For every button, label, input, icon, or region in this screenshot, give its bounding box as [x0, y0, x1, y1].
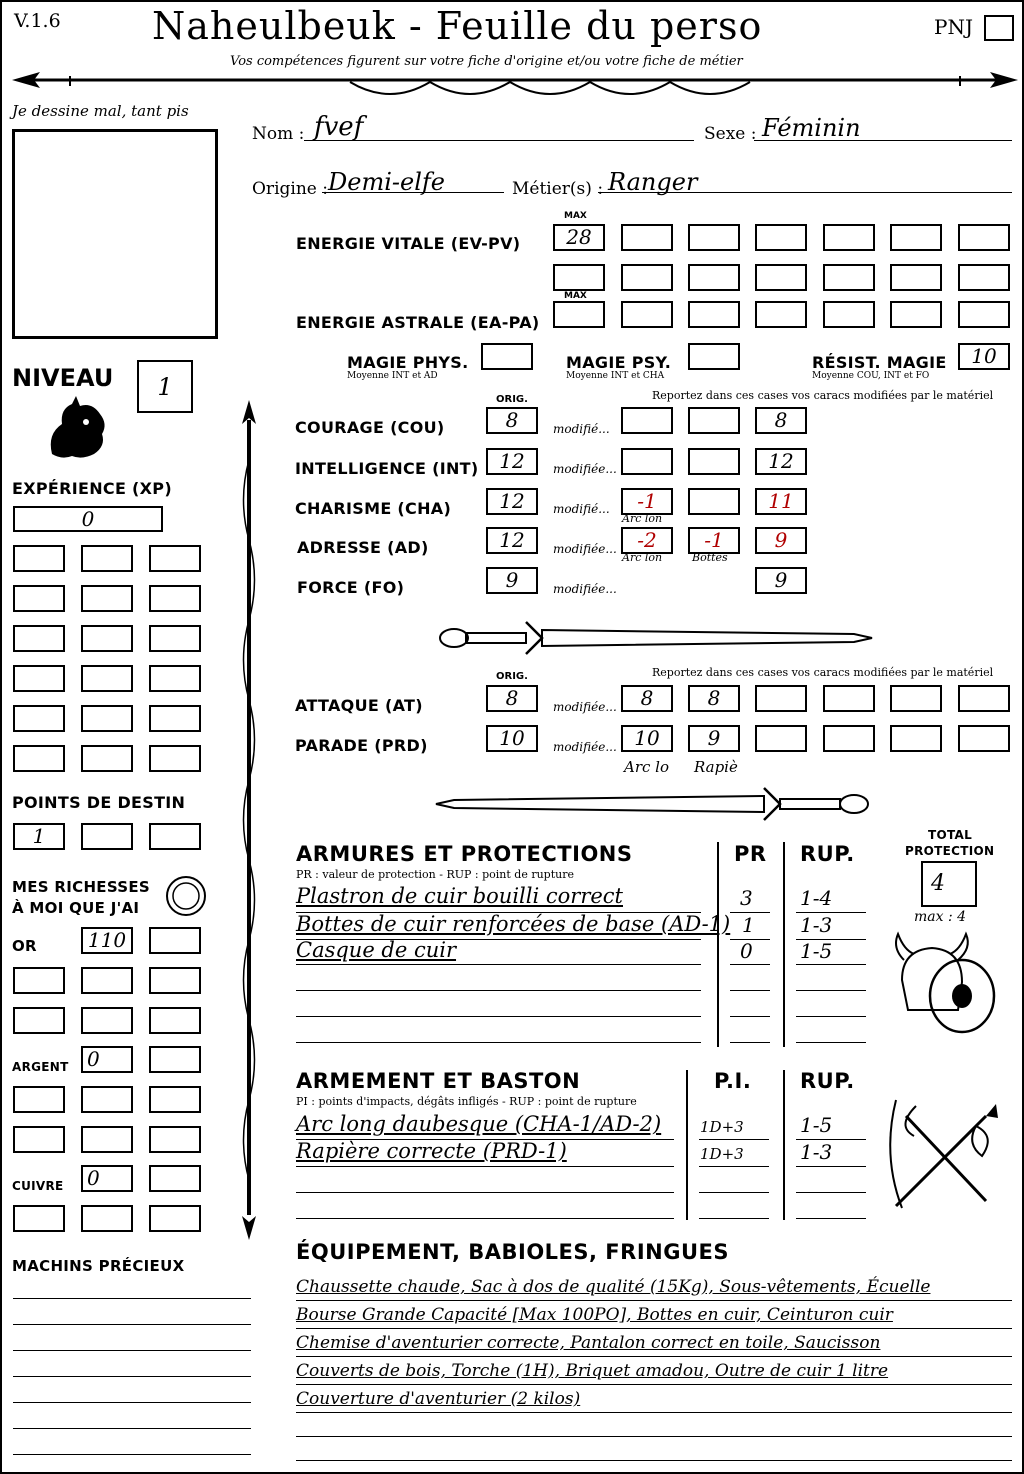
stat-final-int[interactable]: 12	[755, 448, 807, 475]
xp-cell[interactable]	[81, 665, 133, 692]
name-label: Nom :	[252, 124, 305, 144]
armor-col-divider	[783, 842, 785, 1047]
or-cell[interactable]	[13, 967, 65, 994]
prd-cell[interactable]	[823, 725, 875, 752]
precious-line[interactable]	[13, 1402, 251, 1403]
armor-col-divider	[717, 842, 719, 1047]
wealth-label-1: MES RICHESSES	[12, 878, 151, 896]
combat-note: Rapiè	[694, 758, 738, 776]
portrait-caption: Je dessine mal, tant pis	[12, 102, 189, 120]
ev-max-label: MAX	[564, 211, 587, 221]
or-cell[interactable]	[149, 927, 201, 954]
stat-note-cha: Arc lon	[622, 512, 663, 525]
argent-cell[interactable]	[13, 1086, 65, 1113]
version-label: V.1.6	[14, 10, 61, 32]
weapon-line[interactable]	[796, 1218, 866, 1219]
dragon-icon	[42, 394, 110, 464]
equipment-rule	[296, 1328, 1012, 1329]
ev-cell[interactable]	[621, 264, 673, 291]
stat-final-cha[interactable]: 11	[755, 488, 807, 515]
armor-name[interactable]: Plastron de cuir bouilli correct	[296, 884, 623, 908]
stat-label-ad: ADRESSE (AD)	[297, 538, 429, 557]
cuivre-value[interactable]: 0	[81, 1165, 133, 1192]
armor-line[interactable]	[796, 1016, 866, 1017]
sword-icon	[434, 782, 874, 824]
stat-mod-cha[interactable]: -1	[621, 488, 673, 515]
stat-label-int: INTELLIGENCE (INT)	[295, 459, 479, 478]
stat-mod-ad[interactable]: -1	[688, 527, 740, 554]
armor-name[interactable]: Casque de cuir	[296, 938, 457, 962]
at-orig[interactable]: 8	[486, 685, 538, 712]
armor-rup[interactable]: 1-4	[800, 886, 833, 910]
xp-cell[interactable]	[81, 745, 133, 772]
stat-mod-ad[interactable]: -2	[621, 527, 673, 554]
crossed-weapons-icon	[886, 1096, 1006, 1216]
xp-cell[interactable]	[149, 625, 201, 652]
prd-mod-label: modifiée...	[553, 740, 617, 754]
armor-line	[730, 964, 770, 965]
xp-label: EXPÉRIENCE (XP)	[12, 479, 172, 498]
weapons-col-divider	[686, 1070, 688, 1220]
ea-max-cell[interactable]	[553, 301, 605, 328]
xp-cell[interactable]	[13, 625, 65, 652]
stat-orig-cha[interactable]: 12	[486, 488, 538, 515]
xp-value[interactable]: 0	[13, 506, 163, 532]
at-cell[interactable]	[755, 685, 807, 712]
weapon-pi[interactable]: 1D+3	[700, 1118, 744, 1136]
stat-mod-cou[interactable]	[621, 407, 673, 434]
stat-mod-label: modifié...	[553, 502, 610, 516]
stats-orig-label: ORIG.	[496, 394, 528, 405]
precious-line[interactable]	[13, 1376, 251, 1377]
ev-cell[interactable]	[553, 264, 605, 291]
helmet-shield-icon	[892, 930, 1002, 1035]
armor-line	[296, 964, 701, 965]
armor-line[interactable]	[730, 1042, 770, 1043]
weapon-name[interactable]: Arc long daubesque (CHA-1/AD-2)	[296, 1112, 662, 1136]
combat-report-note: Reportez dans ces cases vos caracs modifiées par le matériel	[652, 666, 994, 679]
equipment-line[interactable]: Chemise d'aventurier correcte, Pantalon correct en toile, Saucisson	[296, 1333, 881, 1353]
magic-psy-cell[interactable]	[688, 343, 740, 370]
stat-mod-int[interactable]	[621, 448, 673, 475]
armor-pr[interactable]: 3	[740, 886, 753, 910]
stat-mod-label: modifiée...	[553, 582, 617, 596]
level-value[interactable]: 1	[137, 360, 193, 413]
magic-phys-label: MAGIE PHYS.	[347, 353, 469, 372]
armor-line[interactable]	[296, 1042, 701, 1043]
at-cell[interactable]	[823, 685, 875, 712]
or-value[interactable]: 110	[81, 927, 133, 954]
portrait-box[interactable]	[12, 129, 218, 339]
stat-orig-int[interactable]: 12	[486, 448, 538, 475]
precious-label: MACHINS PRÉCIEUX	[12, 1257, 185, 1275]
xp-cell[interactable]	[149, 545, 201, 572]
or-label: OR	[12, 937, 37, 955]
prd-label: PARADE (PRD)	[295, 736, 428, 755]
ev-cell[interactable]	[688, 224, 740, 251]
xp-cell[interactable]	[13, 705, 65, 732]
or-cell[interactable]	[149, 1007, 201, 1034]
weapon-line	[699, 1166, 769, 1167]
weapon-line[interactable]	[699, 1192, 769, 1193]
ev-max-cell[interactable]: 28	[553, 224, 605, 251]
xp-cell[interactable]	[81, 545, 133, 572]
total-protection-value[interactable]: 4	[921, 861, 977, 907]
stat-label-cou: COURAGE (COU)	[295, 418, 445, 437]
destiny-value[interactable]: 1	[13, 823, 65, 850]
argent-cell[interactable]	[149, 1086, 201, 1113]
stat-mod-label: modifiée...	[553, 542, 617, 556]
at-mod-label: modifiée...	[553, 700, 617, 714]
combat-note: Arc lo	[624, 758, 669, 776]
armor-pr-header: PR	[734, 842, 767, 866]
ev-cell[interactable]	[890, 264, 942, 291]
job-value[interactable]: Ranger	[608, 168, 698, 196]
weapon-line[interactable]	[296, 1218, 674, 1219]
or-cell[interactable]	[81, 1007, 133, 1034]
armor-rup-header: RUP.	[800, 842, 855, 866]
ev-cell[interactable]	[688, 264, 740, 291]
equipment-rule	[296, 1356, 1012, 1357]
prd-cell[interactable]	[755, 725, 807, 752]
precious-line[interactable]	[13, 1428, 251, 1429]
xp-cell[interactable]	[81, 705, 133, 732]
stat-label-cha: CHARISME (CHA)	[295, 499, 452, 518]
cuivre-label: CUIVRE	[12, 1179, 64, 1193]
page-subtitle: Vos compétences figurent sur votre fiche d'origine et/ou votre fiche de métier	[230, 54, 743, 69]
weapon-rup[interactable]: 1-5	[800, 1113, 833, 1137]
precious-line[interactable]	[13, 1350, 251, 1351]
stat-mod-cou[interactable]	[688, 407, 740, 434]
stat-mod-int[interactable]	[688, 448, 740, 475]
ev-cell[interactable]	[890, 224, 942, 251]
armor-line[interactable]	[296, 990, 701, 991]
xp-cell[interactable]	[13, 745, 65, 772]
ev-label: ENERGIE VITALE (EV-PV)	[296, 234, 521, 253]
stat-final-fo[interactable]: 9	[755, 567, 807, 594]
or-cell[interactable]	[81, 967, 133, 994]
equipment-rule[interactable]	[296, 1460, 1012, 1461]
at-mod-cell[interactable]: 8	[688, 685, 740, 712]
destiny-cell[interactable]	[149, 823, 201, 850]
or-cell[interactable]	[149, 967, 201, 994]
equipment-rule	[296, 1412, 1012, 1413]
armor-pr[interactable]: 1	[742, 913, 755, 937]
armor-title: ARMURES ET PROTECTIONS	[296, 842, 633, 866]
prd-cell[interactable]	[958, 725, 1010, 752]
xp-cell[interactable]	[13, 585, 65, 612]
weapons-title: ARMEMENT ET BASTON	[296, 1069, 581, 1093]
ea-cell[interactable]	[688, 301, 740, 328]
wealth-label-2: À MOI QUE J'AI	[12, 899, 140, 917]
precious-line[interactable]	[13, 1454, 251, 1455]
argent-cell[interactable]	[81, 1126, 133, 1153]
stat-mod-label: modifiée...	[553, 462, 617, 476]
precious-line[interactable]	[13, 1298, 251, 1299]
total-protection-label-1: TOTAL	[928, 828, 973, 842]
cuivre-cell[interactable]	[13, 1205, 65, 1232]
stats-report-note: Reportez dans ces cases vos caracs modifiées par le matériel	[652, 389, 994, 402]
ea-cell[interactable]	[755, 301, 807, 328]
at-cell[interactable]	[958, 685, 1010, 712]
prd-cell[interactable]	[890, 725, 942, 752]
weapons-col-divider	[783, 1070, 785, 1220]
prd-mod-cell[interactable]: 9	[688, 725, 740, 752]
ea-cell[interactable]	[621, 301, 673, 328]
stat-orig-cou[interactable]: 8	[486, 407, 538, 434]
weapon-name[interactable]: Rapière correcte (PRD-1)	[296, 1139, 567, 1163]
pnj-checkbox[interactable]	[984, 15, 1014, 41]
prd-mod-cell[interactable]: 10	[621, 725, 673, 752]
equipment-rule[interactable]	[296, 1436, 1012, 1437]
weapon-pi[interactable]: 1D+3	[700, 1145, 744, 1163]
armor-max-note: max : 4	[914, 909, 967, 925]
pnj-label: PNJ	[934, 15, 973, 39]
weapons-rup-header: RUP.	[800, 1069, 855, 1093]
resist-magic-note: Moyenne COU, INT et FO	[812, 371, 930, 381]
cuivre-cell[interactable]	[149, 1205, 201, 1232]
weapon-line	[296, 1166, 674, 1167]
stat-final-ad[interactable]: 9	[755, 527, 807, 554]
or-cell[interactable]	[13, 1007, 65, 1034]
equipment-title: ÉQUIPEMENT, BABIOLES, FRINGUES	[296, 1240, 729, 1264]
cuivre-cell[interactable]	[149, 1165, 201, 1192]
argent-cell[interactable]	[81, 1086, 133, 1113]
prd-orig[interactable]: 10	[486, 725, 538, 752]
stat-mod-label: modifié...	[553, 422, 610, 436]
armor-line[interactable]	[796, 1042, 866, 1043]
weapon-line[interactable]	[699, 1218, 769, 1219]
weapon-line	[699, 1139, 769, 1140]
weapon-line[interactable]	[296, 1192, 674, 1193]
xp-cell[interactable]	[149, 665, 201, 692]
sword-icon	[434, 616, 874, 658]
cuivre-cell[interactable]	[81, 1205, 133, 1232]
ev-cell[interactable]	[823, 264, 875, 291]
weapon-line[interactable]	[796, 1192, 866, 1193]
stat-note-ad: Arc lon	[622, 551, 663, 564]
stat-orig-ad[interactable]: 12	[486, 527, 538, 554]
stat-mod-cha[interactable]	[688, 488, 740, 515]
ev-cell[interactable]	[958, 264, 1010, 291]
armor-pr[interactable]: 0	[740, 939, 753, 963]
at-mod-cell[interactable]: 8	[621, 685, 673, 712]
armor-line[interactable]	[730, 1016, 770, 1017]
at-cell[interactable]	[890, 685, 942, 712]
ea-label: ENERGIE ASTRALE (EA-PA)	[296, 313, 540, 332]
argent-cell[interactable]	[149, 1126, 201, 1153]
armor-line[interactable]	[730, 990, 770, 991]
equipment-rule	[296, 1384, 1012, 1385]
weapons-note: PI : points d'impacts, dégâts infligés - RUP : point de rupture	[296, 1095, 637, 1108]
ev-cell[interactable]	[958, 224, 1010, 251]
destiny-cell[interactable]	[81, 823, 133, 850]
at-label: ATTAQUE (AT)	[295, 696, 423, 715]
xp-cell[interactable]	[81, 625, 133, 652]
armor-name[interactable]: Bottes de cuir renforcées de base (AD-1)	[296, 912, 731, 936]
combat-orig-label: ORIG.	[496, 671, 528, 682]
argent-cell[interactable]	[149, 1046, 201, 1073]
weapons-pi-header: P.I.	[714, 1069, 752, 1093]
stat-note-ad: Bottes	[692, 551, 728, 564]
origin-label: Origine :	[252, 179, 328, 199]
equipment-line[interactable]: Couverts de bois, Torche (1H), Briquet amadou, Outre de cuir 1 litre	[296, 1361, 889, 1381]
ea-cell[interactable]	[823, 301, 875, 328]
equipment-line[interactable]: Chaussette chaude, Sac à dos de qualité (15Kg), Sous-vêtements, Écuelle	[296, 1277, 931, 1297]
equipment-line[interactable]: Couverture d'aventurier (2 kilos)	[296, 1389, 581, 1409]
ev-cell[interactable]	[823, 224, 875, 251]
ev-cell[interactable]	[621, 224, 673, 251]
argent-label: ARGENT	[12, 1060, 69, 1074]
ev-cell[interactable]	[755, 264, 807, 291]
argent-value[interactable]: 0	[81, 1046, 133, 1073]
destiny-label: POINTS DE DESTIN	[12, 793, 186, 812]
sex-value[interactable]: Féminin	[762, 114, 861, 142]
precious-line[interactable]	[13, 1324, 251, 1325]
magic-psy-note: Moyenne INT et CHA	[566, 371, 665, 381]
job-label: Métier(s) :	[512, 179, 604, 199]
armor-line[interactable]	[296, 1016, 701, 1017]
magic-phys-cell[interactable]	[481, 343, 533, 370]
argent-cell[interactable]	[13, 1126, 65, 1153]
magic-phys-note: Moyenne INT et AD	[347, 371, 438, 381]
level-label: NIVEAU	[12, 364, 114, 392]
stat-label-fo: FORCE (FO)	[297, 578, 405, 597]
resist-magic-cell[interactable]: 10	[958, 343, 1010, 370]
xp-cell[interactable]	[149, 745, 201, 772]
weapon-line	[796, 1166, 866, 1167]
armor-line	[796, 964, 866, 965]
magic-psy-label: MAGIE PSY.	[566, 353, 672, 372]
sex-label: Sexe :	[704, 124, 757, 144]
armor-line[interactable]	[796, 990, 866, 991]
origin-value[interactable]: Demi-elfe	[328, 168, 445, 196]
xp-cell[interactable]	[13, 665, 65, 692]
ev-cell[interactable]	[755, 224, 807, 251]
xp-cell[interactable]	[149, 585, 201, 612]
ea-cell[interactable]	[890, 301, 942, 328]
name-value[interactable]: fvef	[314, 112, 364, 142]
stat-final-cou[interactable]: 8	[755, 407, 807, 434]
xp-cell[interactable]	[13, 545, 65, 572]
xp-cell[interactable]	[149, 705, 201, 732]
armor-note: PR : valeur de protection - RUP : point de rupture	[296, 868, 574, 881]
total-protection-label-2: PROTECTION	[905, 844, 995, 858]
page-title: Naheulbeuk - Feuille du perso	[152, 4, 763, 48]
weapon-rup[interactable]: 1-3	[800, 1140, 833, 1164]
equipment-rule	[296, 1300, 1012, 1301]
armor-rup[interactable]: 1-3	[800, 913, 833, 937]
xp-cell[interactable]	[81, 585, 133, 612]
stat-orig-fo[interactable]: 9	[486, 567, 538, 594]
ea-cell[interactable]	[958, 301, 1010, 328]
equipment-line[interactable]: Bourse Grande Capacité [Max 100PO], Bottes en cuir, Ceinturon cuir	[296, 1305, 893, 1325]
vertical-spear-icon	[234, 400, 264, 1240]
resist-magic-label: RÉSIST. MAGIE	[812, 353, 947, 372]
armor-rup[interactable]: 1-5	[800, 939, 833, 963]
coin-icon	[164, 874, 208, 918]
ea-max-label: MAX	[564, 291, 587, 301]
